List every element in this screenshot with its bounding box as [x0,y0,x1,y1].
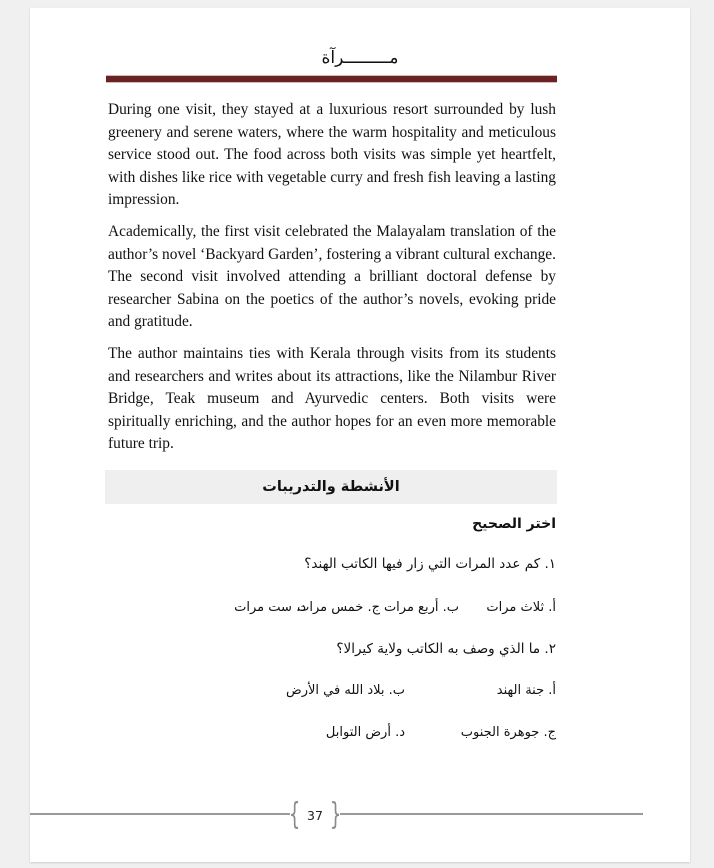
paragraph: During one visit, they stayed at a luxurious resort surrounded by lush greenery and serene waters, where the warm hospitality and meticulous service stood out. The food across both visits was simple yet heartfelt, with dishes like rice with vegetable curry and fresh fish leaving a lasting impression. [108,101,556,209]
header-rule [106,75,557,83]
q2-option-c: ج. جوهرة الجنوب [460,725,556,740]
article-body [108,99,556,465]
bracket-right: } [329,797,342,832]
activities-banner [105,470,557,504]
q2-option-d: د. أرض التوابل [325,725,405,740]
running-header-title: مـــــــــرآة [321,48,399,68]
document-page [30,8,690,862]
page-number-box [290,799,340,831]
activities-banner-title: الأنشطة والتدريبات [262,479,400,495]
q2-option-b: ب. بلاد الله في الأرض [286,683,405,698]
exercise-subheading: اختر الصحيح [472,516,556,532]
page-number: 37 [307,807,323,823]
q1-option-a: أ. ثلاث مرات [486,600,556,615]
q1-option-c: ج. خمس مرات [297,600,380,615]
bracket-left: { [288,797,301,832]
question-1: ١. كم عدد المرات التي زار فيها الكاتب الهند؟ [304,556,556,572]
question-2: ٢. ما الذي وصف به الكاتب ولاية كيرالا؟ [336,641,556,657]
paragraph: Academically, the first visit celebrated the Malayalam translation of the author’s novel ‘Backyard Garden’, fostering a vibrant cultural exchange. The second visit involved attending a brilliant doctoral defense by researcher Sabina on the poetics of the author’s novels, evoking pride and gratitude. [108,222,556,331]
paragraph: The author maintains ties with Kerala through visits from its students and researchers and writes about its attractions, like the Nilambur River Bridge, Teak museum and Ayurvedic centers. Both visits were spiritually enriching, and the author hopes for an even more memorable future trip. [108,344,556,453]
q2-option-a: أ. جنة الهند [496,683,556,698]
q1-option-b: ب. أربع مرات [383,600,459,615]
q1-option-d: د. ست مرات [234,600,306,615]
